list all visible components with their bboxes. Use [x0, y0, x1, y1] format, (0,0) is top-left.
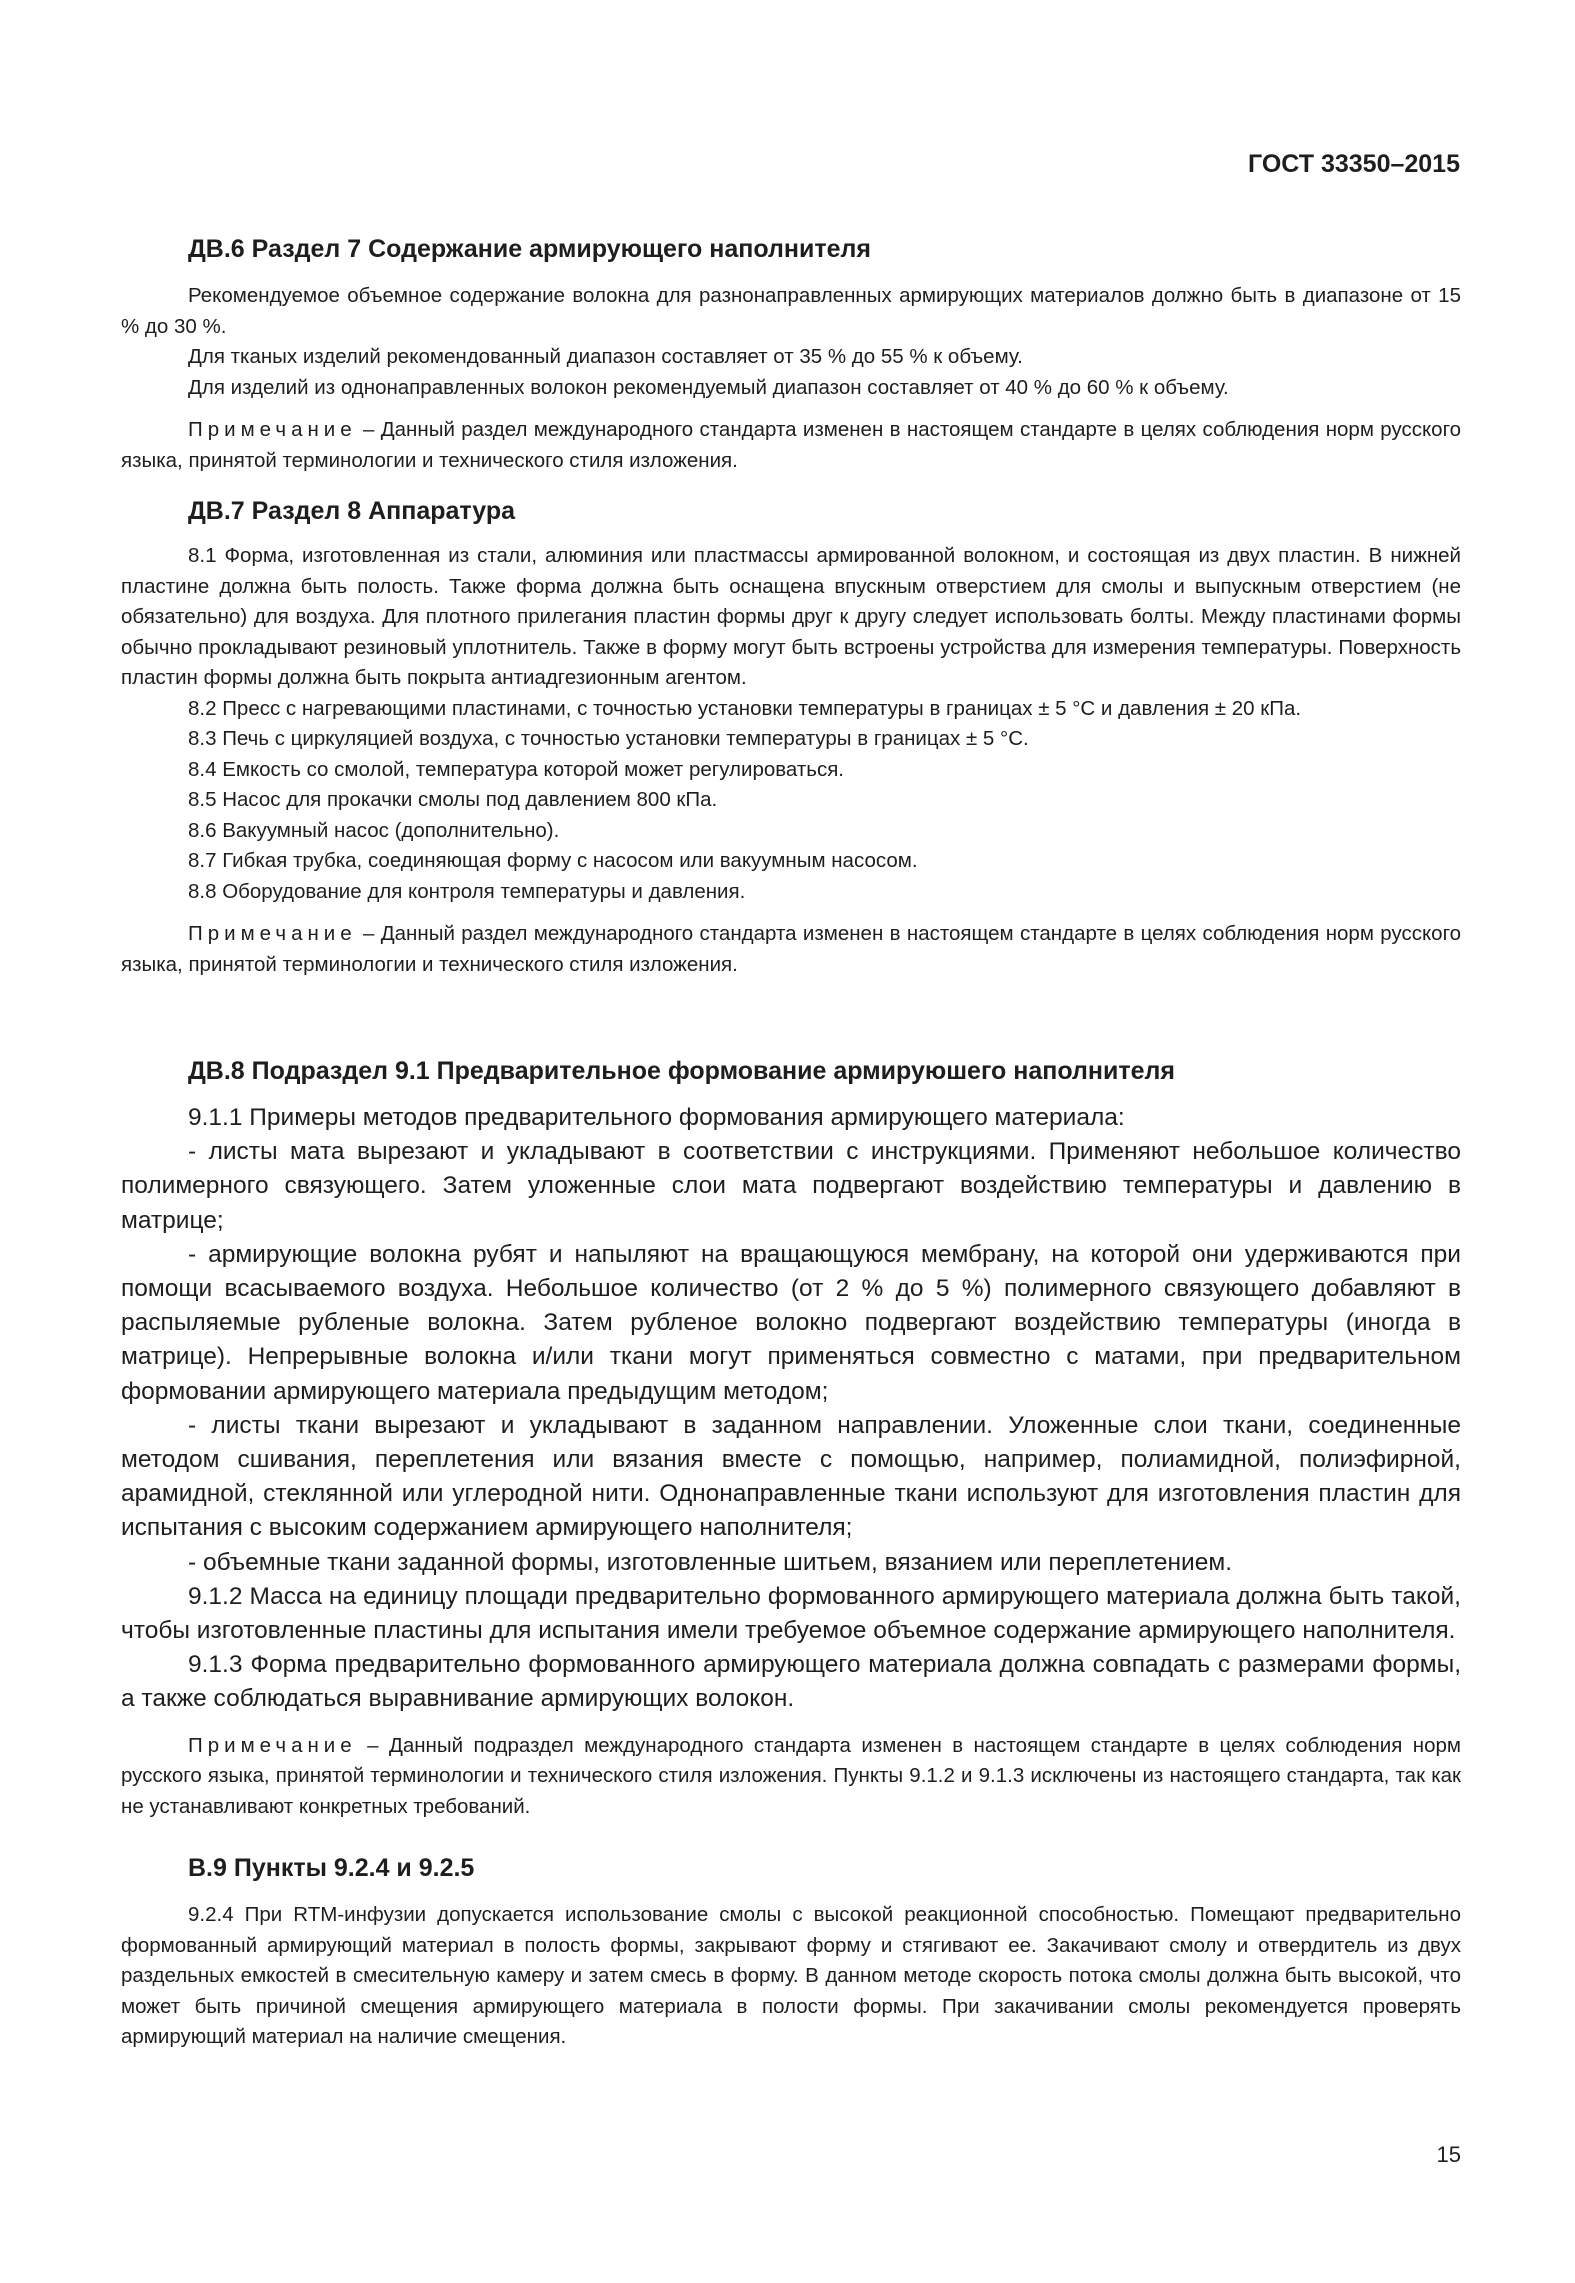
paragraph: 8.1 Форма, изготовленная из стали, алюминия или пластмассы армированной волокном, и состоящая из двух пластин. В нижней пластине должна быть полость. Также форма должна быть оснащена впускным отверстием для смолы и выпускным отверстием (не обязательно) для воздуха. Для плотного прилегания пластин формы друг к другу следует использовать болты. Между пластинами формы обычно прокладывают резиновый уплотнитель. Также в форму могут быть встроены устройства для измерения температуры. Поверхность пластин формы должна быть покрыта антиадгезионным агентом.: [121, 544, 1461, 689]
paragraph: 8.2 Пресс с нагревающими пластинами, с точностью установки температуры в границах ± 5 °С и давления ± 20 кПа.: [188, 696, 1302, 720]
paragraph: - листы мата вырезают и укладывают в соответствии с инструкциями. Применяют небольшое количество полимерного связующего. Затем уложенные слои мата подвергают воздействию температуры и давлению в матрице;: [121, 1138, 1461, 1234]
note-label: Примечание: [188, 922, 357, 945]
paragraph: - листы ткани вырезают и укладывают в заданном направлении. Уложенные слои ткани, соединенные методом сшивания, переплетения или вязания вместе с помощью, например, полиамидной, полиэфирной, арамидной, стеклянной или углеродной нити. Однонаправленные ткани используют для изготовления пластин для испытания с высоким содержанием армирующего наполнителя;: [121, 1411, 1461, 1542]
paragraph: - объемные ткани заданной формы, изготовленные шитьем, вязанием или переплетением.: [188, 1548, 1233, 1576]
paragraph: 8.7 Гибкая трубка, соединяющая форму с насосом или вакуумным насосом.: [188, 849, 918, 872]
section-title: ДВ.6 Раздел 7 Содержание армирующего наполнителя: [188, 235, 871, 263]
paragraph: - армирующие волокна рубят и напыляют на вращающуюся мембрану, на которой они удерживаются при помощи всасываемого воздуха. Небольшое количество (от 2 % до 5 %) полимерного связующего добавляют в распыляемые рубленые волокна. Затем рубленое волокно подвергают воздействию температуры (иногда в матрице). Непрерывные волокна и/или ткани могут применяться совместно с матами, при предварительном формовании армирующего материала предыдущим методом;: [121, 1240, 1461, 1405]
paragraph: 8.5 Насос для прокачки смолы под давлением 800 кПа.: [188, 788, 718, 811]
note: [121, 1731, 1461, 1823]
paragraph: Рекомендуемое объемное содержание волокна для разнонаправленных армирующих материалов должно быть в диапазоне от 15 % до 30 %.: [121, 284, 1461, 338]
section-title: ДВ.7 Раздел 8 Аппаратура: [188, 497, 516, 525]
page-number: 15: [1436, 2142, 1461, 2167]
section-dv6: [121, 232, 1461, 476]
note-text: – Данный раздел международного стандарта изменен в настоящем стандарте в целях соблюдения норм русского языка, принятой терминологии и технического стиля изложения.: [121, 922, 1461, 976]
section-dv7: [121, 494, 1461, 980]
section-title: В.9 Пункты 9.2.4 и 9.2.5: [188, 1854, 475, 1882]
note-label: Примечание: [188, 1733, 357, 1757]
note-label: Примечание: [188, 418, 357, 441]
paragraph: Для изделий из однонаправленных волокон рекомендуемый диапазон составляет от 40 % до 60 % к объему.: [188, 375, 1229, 399]
paragraph: 9.1.2 Масса на единицу площади предварительно формованного армирующего материала должна быть такой, чтобы изготовленные пластины для испытания имели требуемое объемное содержание армирующего наполнителя.: [121, 1582, 1461, 1645]
note: [121, 919, 1461, 980]
document-id: ГОСТ 33350–2015: [1248, 150, 1460, 178]
paragraph: 8.6 Вакуумный насос (дополнительно).: [188, 818, 560, 842]
note: [121, 415, 1461, 476]
paragraph: 9.2.4 При RTM-инфузии допускается использование смолы с высокой реакционной способностью. Помещают предварительно формованный армирующий материал в полость формы, закрывают форму и стягивают ее. Закачивают смолу и отвердитель из двух раздельных емкостей в смесительную камеру и затем смесь в форму. В данном методе скорость потока смолы должна быть высокой, что может быть причиной смещения армирующего материала в полости формы. При закачивании смолы рекомендуется проверять армирующий материал на наличие смещения.: [121, 1903, 1461, 2048]
paragraph: 8.4 Емкость со смолой, температура которой может регулироваться.: [188, 757, 844, 781]
note-text: – Данный подраздел международного стандарта изменен в настоящем стандарте в целях соблюдения норм русского языка, принятой терминологии и технического стиля изложения. Пункты 9.1.2 и 9.1.3 исключены из настоящего стандарта, так как не устанавливают конкретных требований.: [121, 1733, 1461, 1818]
paragraph: 9.1.1 Примеры методов предварительного формования армирующего материала:: [188, 1104, 1125, 1131]
note-text: – Данный раздел международного стандарта изменен в настоящем стандарте в целях соблюдения норм русского языка, принятой терминологии и технического стиля изложения.: [121, 418, 1461, 472]
paragraph: 8.3 Печь с циркуляцией воздуха, с точностью установки температуры в границах ± 5 °С.: [188, 727, 1029, 750]
paragraph: Для тканых изделий рекомендованный диапазон составляет от 35 % до 55 % к объему.: [188, 345, 1023, 368]
section-dv8: [121, 1054, 1461, 1822]
paragraph: 9.1.3 Форма предварительно формованного армирующего материала должна совпадать с размерами формы, а также соблюдаться выравнивание армирующих волокон.: [121, 1651, 1461, 1713]
paragraph: 8.8 Оборудование для контроля температуры и давления.: [188, 879, 746, 903]
section-title: ДВ.8 Подраздел 9.1 Предварительное формование армируюшего наполнителя: [188, 1057, 1175, 1085]
section-v9: [121, 1851, 1461, 2053]
